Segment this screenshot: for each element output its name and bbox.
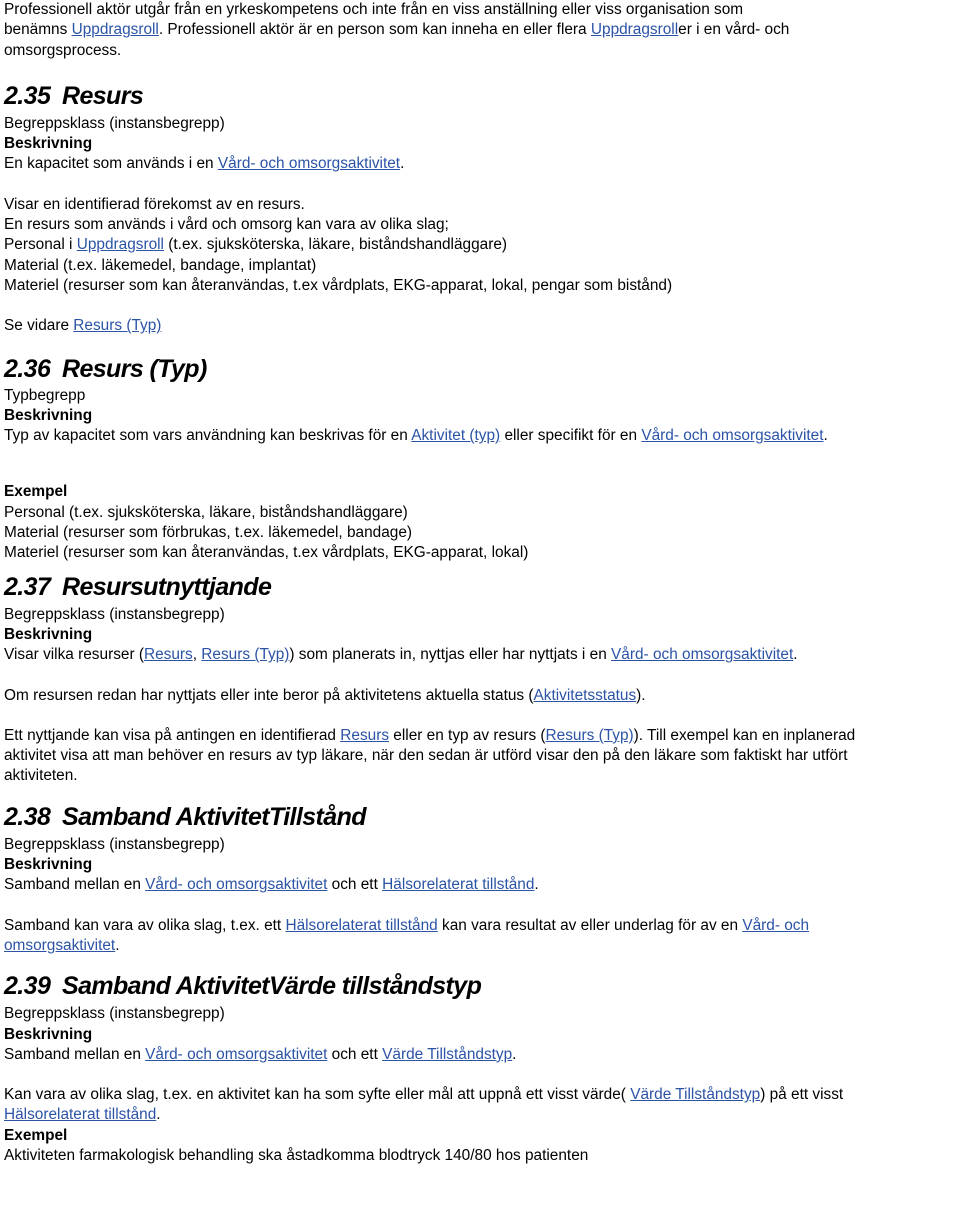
- text: aktivitet visa att man behöver en resurs av typ läkare, när den sedan är utförd visar den på den läkare som faktiskt har utfört: [4, 747, 848, 765]
- link-resurs[interactable]: Resurs: [143, 646, 193, 664]
- text: eller specifikt för en: [500, 427, 642, 445]
- text: och ett: [327, 876, 383, 894]
- link-vard-och-omsorgsaktivitet[interactable]: Vård- och omsorgsaktivitet: [145, 876, 328, 894]
- link-halsorelaterat-tillstand[interactable]: Hälsorelaterat tillstånd: [382, 876, 535, 894]
- link-resurs-typ[interactable]: Resurs (Typ): [201, 646, 290, 664]
- text: kan vara resultat av eller underlag för av en: [437, 916, 743, 934]
- link-uppdragsroll[interactable]: Uppdragsroll: [590, 21, 679, 39]
- paragraph: Materiel (resurser som kan återanvändas, t.ex vårdplats, EKG-apparat, lokal, pengar som bistånd): [4, 276, 673, 294]
- link-aktivitet-typ[interactable]: Aktivitet (typ): [411, 427, 501, 445]
- link-vard-och-omsorgsaktivitet[interactable]: Vård- och omsorgsaktivitet: [217, 155, 401, 173]
- text: Personal i: [4, 236, 77, 254]
- concept-class: Typbegrepp: [4, 386, 86, 404]
- description-label: Beskrivning: [4, 135, 93, 153]
- link-vard-och-omsorgsaktivitet[interactable]: Vård- och omsorgsaktivitet: [641, 427, 824, 445]
- text: och ett: [327, 1045, 383, 1063]
- description-label: Beskrivning: [4, 856, 93, 874]
- section-title: Samband AktivitetTillstånd: [62, 802, 366, 831]
- example-item: Aktiviteten farmakologisk behandling ska åstadkomma blodtryck 140/80 hos patienten: [4, 1146, 589, 1164]
- link-vard-och-omsorgsaktivitet[interactable]: Vård- och: [742, 916, 810, 934]
- concept-class: Begreppsklass (instansbegrepp): [4, 114, 225, 132]
- intro-text: Professionell aktör utgår från en yrkeskompetens och inte från en viss anställning eller viss organisation som: [4, 1, 744, 18]
- section-number: 2.36: [4, 354, 51, 383]
- heading-resurs-typ: [4, 354, 956, 384]
- see-also: [4, 316, 956, 336]
- section-number: 2.35: [4, 81, 51, 110]
- text: .: [534, 876, 539, 894]
- text: .: [115, 936, 120, 954]
- paragraph: Material (t.ex. läkemedel, bandage, implantat): [4, 256, 317, 274]
- paragraph: Visar en identifierad förekomst av en resurs.: [4, 195, 305, 213]
- description-text: [4, 645, 956, 665]
- link-uppdragsroll[interactable]: Uppdragsroll: [71, 21, 159, 39]
- paragraph: [4, 726, 956, 787]
- text: Se vidare: [4, 317, 74, 335]
- text: .: [512, 1045, 517, 1063]
- text: ).: [636, 686, 646, 704]
- section-title: Resurs (Typ): [62, 354, 207, 383]
- link-vard-och-omsorgsaktivitet[interactable]: omsorgsaktivitet: [4, 936, 116, 954]
- section-number: 2.37: [4, 572, 51, 601]
- link-varde-tillstandstyp[interactable]: Värde Tillståndstyp: [382, 1045, 513, 1063]
- text: Samband kan vara av olika slag, t.ex. ett: [4, 916, 286, 934]
- paragraph: [4, 916, 956, 957]
- text: ) på ett visst: [760, 1086, 844, 1104]
- link-halsorelaterat-tillstand[interactable]: Hälsorelaterat tillstånd: [285, 916, 438, 934]
- text: .: [793, 646, 798, 664]
- example-label: Exempel: [4, 483, 68, 501]
- description-label: Beskrivning: [4, 406, 93, 424]
- section-title: Resurs: [62, 81, 144, 110]
- description-label: Beskrivning: [4, 625, 93, 643]
- link-resurs-typ[interactable]: Resurs (Typ): [73, 317, 162, 335]
- intro-paragraph: [4, 0, 956, 61]
- text: Om resursen redan har nyttjats eller inte beror på aktivitetens aktuella status (: [4, 686, 534, 704]
- heading-samband-aktivitet-varde: [4, 971, 956, 1001]
- section-title: Samband AktivitetVärde tillståndstyp: [62, 972, 482, 1001]
- link-aktivitetsstatus[interactable]: Aktivitetsstatus: [533, 686, 637, 704]
- example-item: Material (resurser som förbrukas, t.ex. läkemedel, bandage): [4, 524, 413, 542]
- paragraph: [4, 235, 956, 255]
- concept-class: Begreppsklass (instansbegrepp): [4, 605, 225, 623]
- text: .: [400, 155, 405, 173]
- description-label: Beskrivning: [4, 1025, 93, 1043]
- intro-text: er i en vård- och: [678, 21, 790, 39]
- heading-samband-aktivitet-tillstand: [4, 802, 956, 832]
- link-vard-och-omsorgsaktivitet[interactable]: Vård- och omsorgsaktivitet: [145, 1045, 328, 1063]
- description-text: [4, 426, 956, 446]
- section-title: Resursutnyttjande: [62, 572, 272, 601]
- text: Visar vilka resurser (: [4, 646, 144, 664]
- document-page: [4, 0, 956, 1166]
- concept-class: Begreppsklass (instansbegrepp): [4, 1005, 225, 1023]
- text: eller en typ av resurs (: [389, 726, 546, 744]
- text: .: [823, 427, 828, 445]
- heading-resursutnyttjande: [4, 572, 956, 602]
- example-item: Personal (t.ex. sjuksköterska, läkare, biståndshandläggare): [4, 503, 408, 521]
- description-text: [4, 154, 956, 174]
- text: Samband mellan en: [4, 1045, 146, 1063]
- link-vard-och-omsorgsaktivitet[interactable]: Vård- och omsorgsaktivitet: [611, 646, 794, 664]
- link-varde-tillstandstyp[interactable]: Värde Tillståndstyp: [630, 1086, 761, 1104]
- paragraph: En resurs som används i vård och omsorg kan vara av olika slag;: [4, 216, 449, 234]
- text: aktiviteten.: [4, 767, 78, 785]
- heading-resurs: [4, 81, 956, 111]
- intro-text: benämns: [4, 21, 72, 39]
- paragraph: [4, 1085, 956, 1126]
- link-halsorelaterat-tillstand[interactable]: Hälsorelaterat tillstånd: [4, 1106, 157, 1124]
- text: Samband mellan en: [4, 876, 146, 894]
- text: Ett nyttjande kan visa på antingen en identifierad: [4, 726, 341, 744]
- text: (t.ex. sjuksköterska, läkare, biståndshandläggare): [163, 236, 508, 254]
- example-label: Exempel: [4, 1126, 68, 1144]
- text: ) som planerats in, nyttjas eller har nyttjats i en: [289, 646, 612, 664]
- link-resurs-typ[interactable]: Resurs (Typ): [545, 726, 634, 744]
- text: ). Till exempel kan en inplanerad: [633, 726, 856, 744]
- example-item: Materiel (resurser som kan återanvändas, t.ex vårdplats, EKG-apparat, lokal): [4, 544, 529, 562]
- text: Typ av kapacitet som vars användning kan beskrivas för en: [4, 427, 412, 445]
- intro-text: omsorgsprocess.: [4, 41, 122, 59]
- text: .: [156, 1106, 161, 1124]
- section-number: 2.38: [4, 802, 51, 831]
- concept-class: Begreppsklass (instansbegrepp): [4, 835, 225, 853]
- link-resurs[interactable]: Resurs: [340, 726, 390, 744]
- link-uppdragsroll[interactable]: Uppdragsroll: [76, 236, 164, 254]
- intro-text: . Professionell aktör är en person som kan inneha en eller flera: [158, 21, 591, 39]
- description-text: [4, 1045, 956, 1065]
- text: Kan vara av olika slag, t.ex. en aktivitet kan ha som syfte eller mål att uppnå ett visst värde(: [4, 1086, 631, 1104]
- text: En kapacitet som används i en: [4, 155, 218, 173]
- section-number: 2.39: [4, 972, 51, 1001]
- paragraph: [4, 686, 956, 706]
- text: ,: [192, 646, 202, 664]
- description-text: [4, 875, 956, 895]
